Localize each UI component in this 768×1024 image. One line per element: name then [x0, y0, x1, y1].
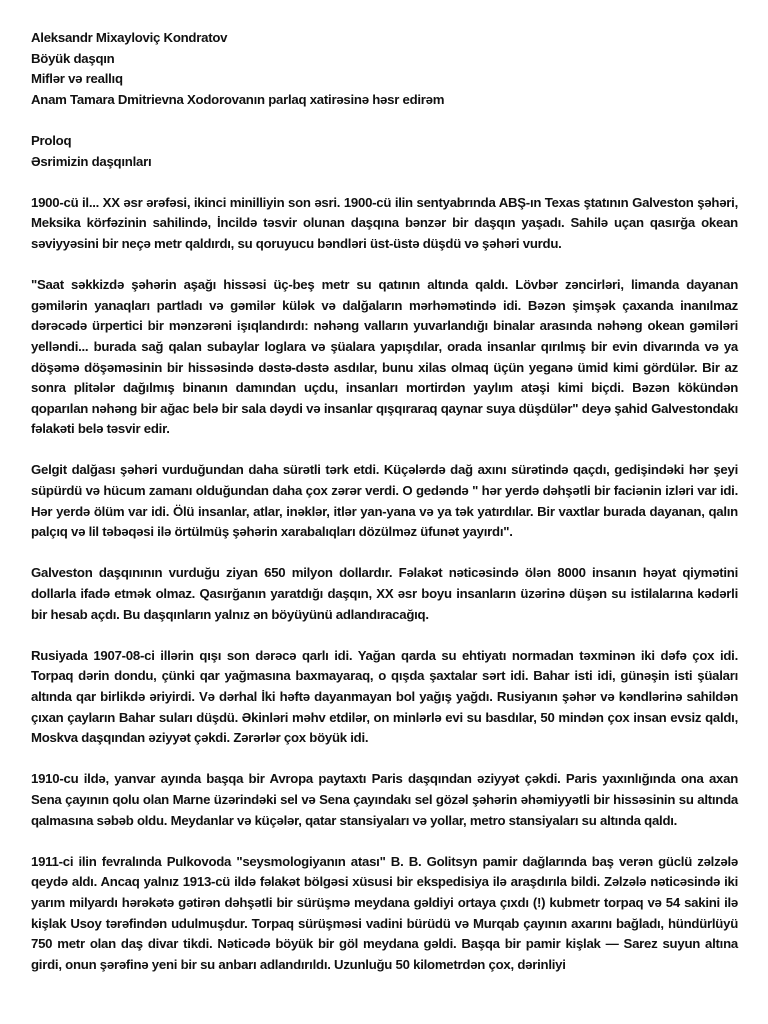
dedication: Anam Tamara Dmitrievna Xodorovanın parlaq xatirəsinə həsr edirəm [31, 91, 445, 107]
document-page [31, 28, 738, 975]
paragraph-paris-flood: 1910-cu ildə, yanvar ayında başqa bir Avropa paytaxtı Paris daşqından əziyyət çəkdi. Paris yaxınlığında ona axan Sena çayının qolu olan Marne üzərindəki sel və Sena çayındakı sel gözəl şəhərin əhəmiyyətli bir hissəsinin su altında qalmasına səbəb oldu. Meydanlar və küçələr, qatar stansiyaları və yollar, metro stansiyaları su altında qaldı. [31, 771, 738, 828]
section-heading: Proloq [31, 132, 72, 148]
paragraph-galveston-damage: Galveston daşqınının vurduğu ziyan 650 milyon dollardır. Fəlakət nəticəsində ölən 8000 insanın həyat qiymətini dollarla ifadə etmək olmaz. Qasırğanın yaratdığı daşqın, XX əsr boyu insanların üzərinə düşən su istilalarına kədərli bir hesab açdı. Bu daşqınların yalnız ən böyüyünü adlandıracağıq. [31, 565, 738, 622]
book-subtitle: Miflər və reallıq [31, 71, 123, 87]
paragraph-witness-quote: "Saat səkkizdə şəhərin aşağı hissəsi üç-beş metr su qatının altında qaldı. Lövbər zəncirləri, limanda dayanan gəmilərin yanaqları partladı və gəmilər külək və dalğaların mərhəmətində idi. Bəzən şimşək çaxanda inanılmaz dərəcədə ürpertici bir mənzərəni işıqlandırdı: nəhəng valların yuvarlandığı binalar arasında nəhəng okean gəmiləri yelləndi... burada sağ qalan subaylar loglara və şüalara yapışdılar, orada insanlar qırılmış bir evin divarında və ya döşəmə döşəməsinin bir hissəsində dəstə-dəstə asdılar, bunu xilas olmaq üçün yeganə ümid kimi gördülər. Bir az sonra plitələr dağılmış binanın damından uçdu, insanları mortirdən yaylım atəşi kimi biçdi. Bəzən kökündən qoparılan nəhəng bir ağac belə bir sala dəydi və insanlar qışqıraraq qaynar suya düşdülər" deyə şahid Galvestondakı fəlakəti belə təsvir edir. [31, 277, 738, 437]
body-text [31, 193, 738, 976]
paragraph-tidal-wave: Gelgit dalğası şəhəri vurduğundan daha sürətli tərk etdi. Küçələrdə dağ axını sürətində qaçdı, gedişindəki hər şeyi süpürdü və hücum zamanı olduğundan daha çox zərər verdi. O gedəndə " hər yerdə dəhşətli bir faciənin izləri var idi. Hər yerdə ölüm var idi. Ölü insanlar, atlar, inəklər, itlər yan-yana və ya tək yatırdılar. Bir vaxtlar burada dayanan, qalın palçıq və lil təbəqəsi ilə örtülmüş şəhərin xarabalıqları dözülməz üfunət yayırdı". [31, 462, 738, 540]
paragraph-galveston-intro: 1900-cü il... XX əsr ərəfəsi, ikinci minilliyin son əsri. 1900-cü ilin sentyabrında ABŞ-ın Texas ştatının Galveston şəhəri, Meksika körfəzinin sahilində, İncildə təsvir olunan daşqına bənzər bir daşqın yaşadı. Sahilə uçan qasırğa okean səviyyəsini bir neçə metr qaldırdı, su qoruyucu bəndləri üst-üstə düşdü və şəhəri vurdu. [31, 194, 738, 251]
section-heading-block [31, 131, 738, 172]
book-title: Böyük daşqın [31, 50, 115, 66]
paragraph-pamir-earthquake: 1911-ci ilin fevralında Pulkovoda "seysmologiyanın atası" B. B. Golitsyn pamir dağlarında baş verən güclü zəlzələ qeydə aldı. Ancaq yalnız 1913-cü ildə fəlakət bölgəsi xüsusi bir ekspedisiya ilə araşdırıla bildi. Zəlzələ nəticəsində iki yarım milyardı hərəkətə gətirən dəhşətli bir sürüşmə meydana gəldiyi ortaya çıxdı (!) kubmetr torpaq və 54 sakini ilə kişlak Usoy tərəfindən udulmuşdur. Torpaq sürüşməsi vadini bürüdü və Murqab çayının axarını bağladı, hündürlüyü 750 metr olan daş divar tikdi. Nəticədə böyük bir göl meydana gəldi. Başqa bir pamir kişlak — Sarez suyun altına girdi, onun şərəfinə yeni bir su anbarı adlandırıldı. Uzunluğu 50 kilometrdən çox, dərinliyi [31, 853, 738, 972]
title-block [31, 28, 738, 110]
paragraph-russia-flood: Rusiyada 1907-08-ci illərin qışı son dərəcə qarlı idi. Yağan qarda su ehtiyatı normadan təxminən iki dəfə çox idi. Torpaq dərin dondu, çünki qar yağmasına baxmayaraq, o qışda şaxtalar sərt idi. Bahar isti idi, günəşin isti şüaları altında qar birlikdə əriyirdi. Və dərhal İki həftə dayanmayan bol yağış yağdı. Rusiyanın şəhər və kəndlərinə sahildən çıxan çayların Bahar suları düşdü. Əkinləri məhv etdilər, on minlərlə evi su basdılar, 50 mindən çox insan evsiz qaldı, Moskva daşqından əziyyət çəkdi. Zərərlər çox böyük idi. [31, 647, 738, 746]
author-name: Aleksandr Mixayloviç Kondratov [31, 30, 228, 45]
section-subheading: Əsrimizin daşqınları [31, 153, 152, 169]
